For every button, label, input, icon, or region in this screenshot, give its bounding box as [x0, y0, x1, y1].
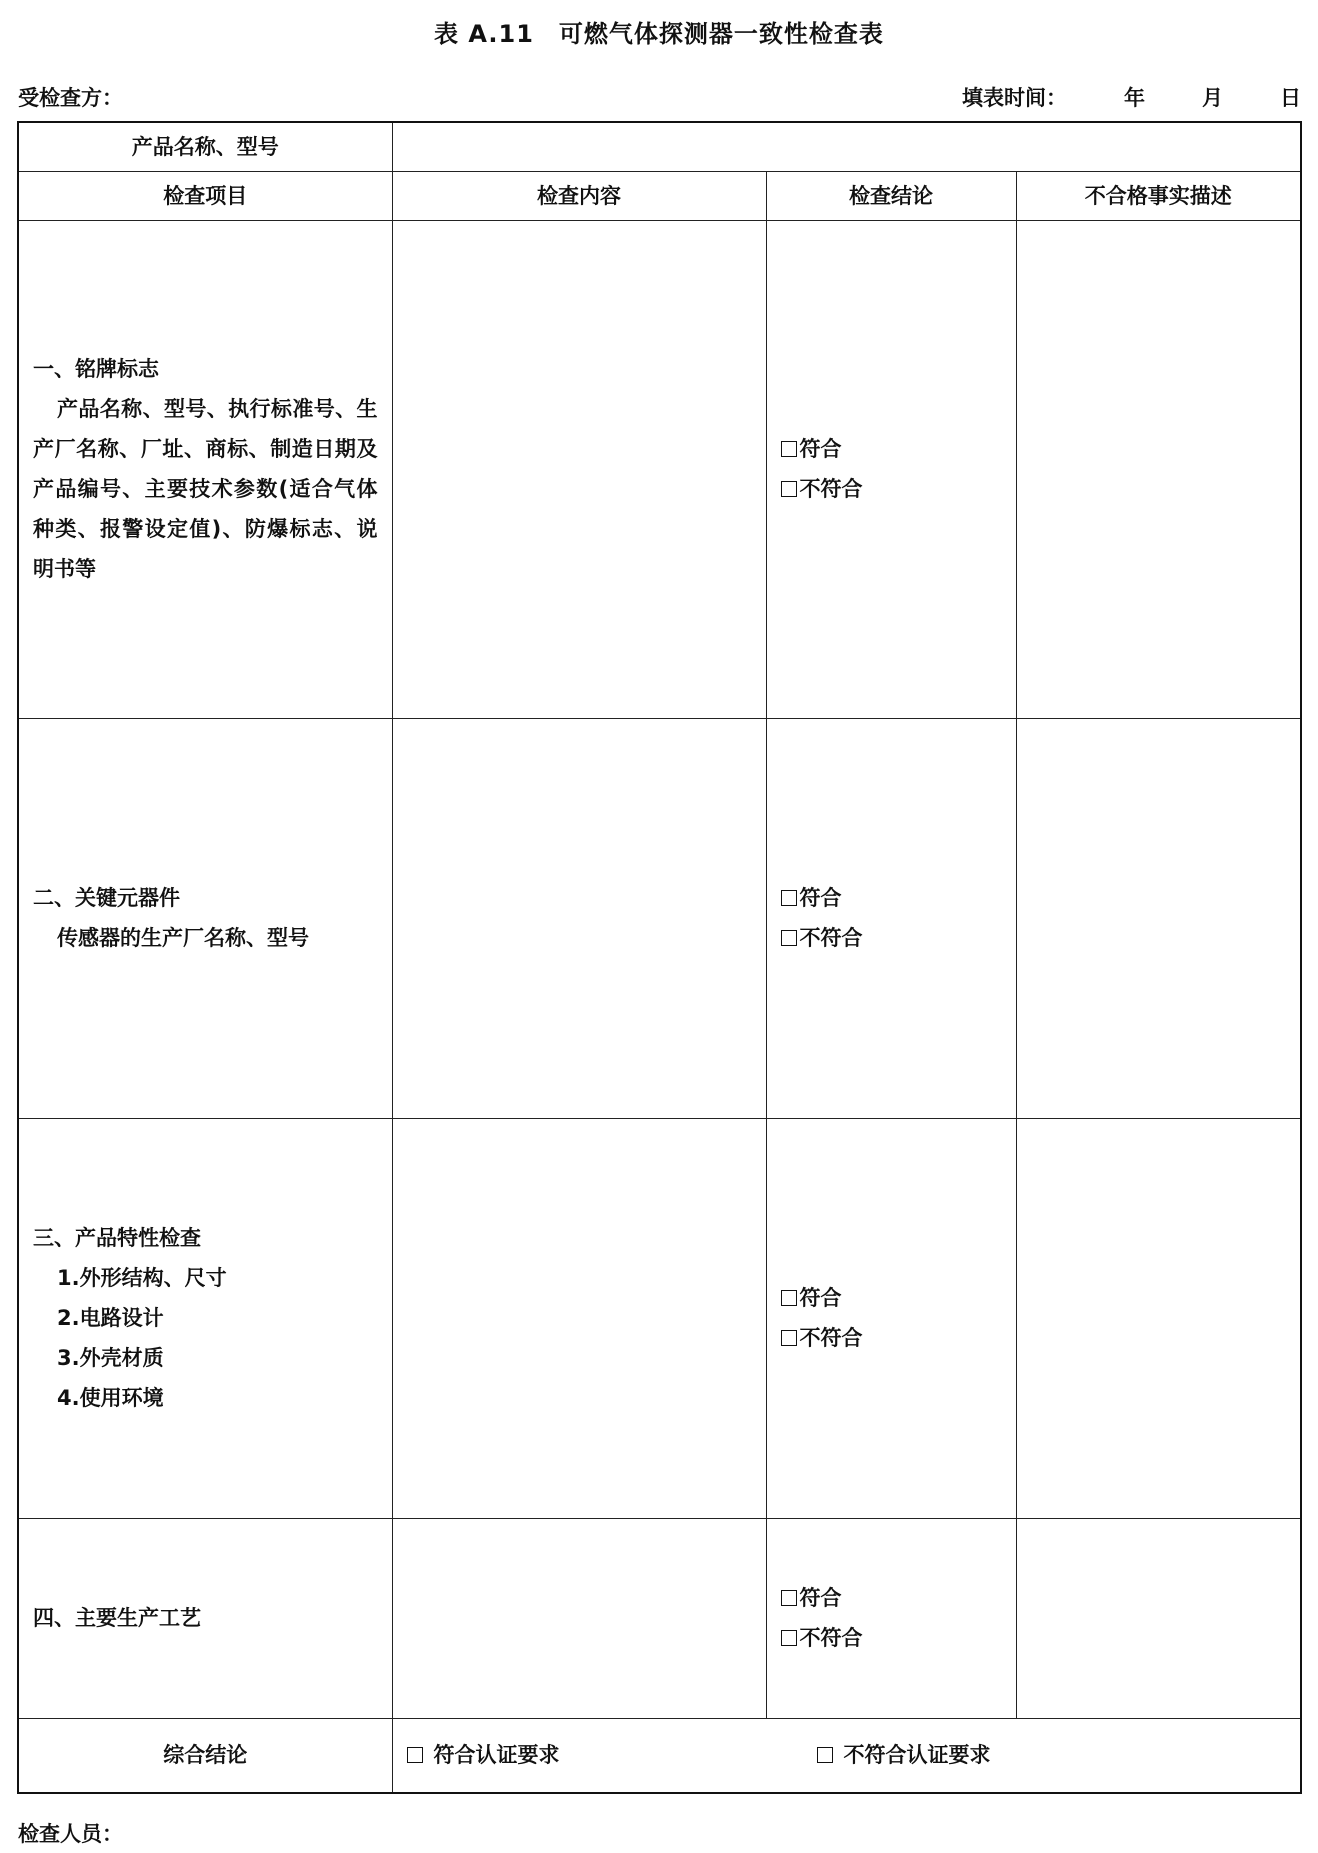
option-label: 符合 [799, 1586, 842, 1610]
checkbox-icon[interactable] [781, 1330, 797, 1346]
option-label: 不符合 [799, 1626, 863, 1650]
table-row [18, 1518, 1301, 1718]
nonconformity-field[interactable] [1016, 1518, 1301, 1718]
check-conclusion [766, 1118, 1016, 1518]
checkbox-icon[interactable] [817, 1747, 833, 1763]
nonconformity-field[interactable] [1016, 718, 1301, 1118]
item-subitem: 4.使用环境 [57, 1386, 164, 1410]
inspected-party-label: 受检查方： [18, 86, 123, 110]
option-pass[interactable] [781, 1578, 1016, 1618]
table-row [18, 718, 1301, 1118]
option-pass[interactable] [781, 878, 1016, 918]
check-content-field[interactable] [392, 1518, 766, 1718]
item-heading: 四、主要生产工艺 [33, 1606, 201, 1630]
product-row [18, 122, 1301, 171]
option-fail[interactable] [781, 469, 1016, 509]
item-subitem: 1.外形结构、尺寸 [57, 1266, 227, 1290]
option-label: 符合 [799, 1286, 842, 1310]
inspection-table [17, 121, 1302, 1794]
overall-fail-option[interactable] [817, 1735, 991, 1775]
check-item [18, 1118, 392, 1518]
option-label: 符合认证要求 [433, 1742, 560, 1767]
fill-date-label: 填表时间： [962, 86, 1067, 110]
overall-label: 综合结论 [18, 1718, 392, 1793]
table-row [18, 220, 1301, 718]
item-heading: 一、铭牌标志 [33, 357, 159, 381]
option-pass[interactable] [781, 429, 1016, 469]
overall-row [18, 1718, 1301, 1793]
page-title: 表 A.11 可燃气体探测器一致性检查表 [434, 20, 884, 48]
checkbox-icon[interactable] [781, 1590, 797, 1606]
item-heading: 二、关键元器件 [33, 886, 180, 910]
option-label: 不符合 [799, 1326, 863, 1350]
option-fail[interactable] [781, 1318, 1016, 1358]
check-conclusion [766, 220, 1016, 718]
overall-pass-option[interactable] [407, 1735, 560, 1775]
check-conclusion [766, 1518, 1016, 1718]
checkbox-icon[interactable] [781, 890, 797, 906]
check-content-field[interactable] [392, 220, 766, 718]
option-pass[interactable] [781, 1278, 1016, 1318]
fill-date-year: 年 [1124, 86, 1145, 110]
option-label: 符合 [799, 437, 842, 461]
product-name-label: 产品名称、型号 [18, 122, 392, 171]
item-heading: 三、产品特性检查 [33, 1226, 201, 1250]
item-description: 传感器的生产厂名称、型号 [57, 926, 309, 950]
nonconformity-field[interactable] [1016, 220, 1301, 718]
inspector-label: 检查人员： [18, 1822, 123, 1846]
check-item [18, 1518, 392, 1718]
option-label: 不符合 [799, 477, 863, 501]
option-label: 符合 [799, 886, 842, 910]
option-label: 不符合 [799, 926, 863, 950]
nonconformity-field[interactable] [1016, 1118, 1301, 1518]
item-subitem: 3.外壳材质 [57, 1346, 164, 1370]
item-description: 产品名称、型号、执行标准号、生产厂名称、厂址、商标、制造日期及产品编号、主要技术参数(适合气体种类、报警设定值)、防爆标志、说明书等 [33, 397, 378, 581]
option-fail[interactable] [781, 918, 1016, 958]
header-row [18, 171, 1301, 220]
product-name-field[interactable] [392, 122, 1301, 171]
checkbox-icon[interactable] [781, 1290, 797, 1306]
fill-date-day: 日 [1280, 86, 1301, 110]
overall-conclusion [392, 1718, 1301, 1793]
check-conclusion [766, 718, 1016, 1118]
check-item [18, 718, 392, 1118]
checkbox-icon[interactable] [781, 930, 797, 946]
checkbox-icon[interactable] [781, 481, 797, 497]
header-content: 检查内容 [392, 171, 766, 220]
checkbox-icon[interactable] [781, 1630, 797, 1646]
checkbox-icon[interactable] [407, 1747, 423, 1763]
header-conclusion: 检查结论 [766, 171, 1016, 220]
check-content-field[interactable] [392, 1118, 766, 1518]
option-label: 不符合认证要求 [843, 1742, 991, 1767]
check-item [18, 220, 392, 718]
table-row [18, 1118, 1301, 1518]
checkbox-icon[interactable] [781, 441, 797, 457]
fill-date-month: 月 [1202, 86, 1223, 110]
option-fail[interactable] [781, 1618, 1016, 1658]
header-nonconformity: 不合格事实描述 [1016, 171, 1301, 220]
item-subitem: 2.电路设计 [57, 1306, 164, 1330]
check-content-field[interactable] [392, 718, 766, 1118]
header-item: 检查项目 [18, 171, 392, 220]
